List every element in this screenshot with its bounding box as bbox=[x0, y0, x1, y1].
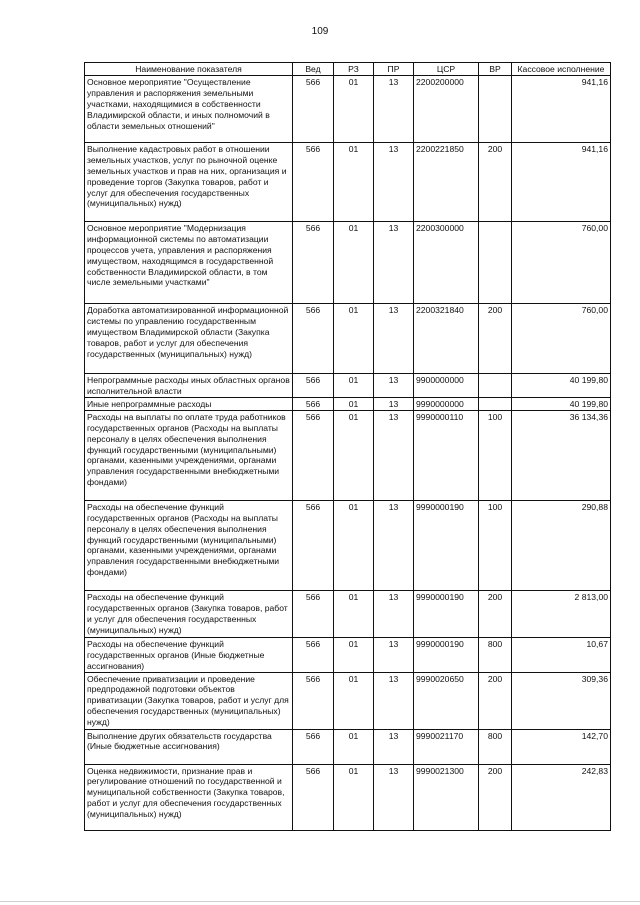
row-amount: 242,83 bbox=[512, 764, 611, 830]
row-pr: 13 bbox=[374, 373, 414, 397]
row-rz: 01 bbox=[334, 672, 374, 729]
row-csr: 9990020650 bbox=[414, 672, 479, 729]
row-amount: 309,36 bbox=[512, 672, 611, 729]
row-amount: 142,70 bbox=[512, 729, 611, 764]
row-pr: 13 bbox=[374, 410, 414, 500]
page-bottom-edge bbox=[0, 901, 640, 902]
row-vr: 200 bbox=[479, 303, 512, 373]
row-csr: 2200221850 bbox=[414, 142, 479, 221]
row-name: Расходы на обеспечение функций государственных органов (Иные бюджетные ассигнования) bbox=[85, 637, 293, 672]
row-name: Расходы на обеспечение функций государственных органов (Расходы на выплаты персоналу в целях обеспечения выполнения функций государственными (муниципальными) органами, казенными учреждениями, органами управления государственными внебюджетными фондами) bbox=[85, 500, 293, 590]
row-name: Обеспечение приватизации и проведение предпродажной подготовки объектов приватизации (Закупка товаров, работ и услуг для обеспечения государственных (муниципальных) нужд) bbox=[85, 672, 293, 729]
table-row bbox=[85, 764, 611, 830]
page-number: 109 bbox=[311, 26, 329, 37]
table-row bbox=[85, 397, 611, 410]
row-vr bbox=[479, 75, 512, 142]
row-name: Иные непрограммные расходы bbox=[85, 397, 293, 410]
header-ved: Вед bbox=[293, 63, 334, 76]
table-row bbox=[85, 672, 611, 729]
row-vr: 200 bbox=[479, 764, 512, 830]
row-rz: 01 bbox=[334, 221, 374, 303]
table-row bbox=[85, 729, 611, 764]
row-pr: 13 bbox=[374, 500, 414, 590]
row-pr: 13 bbox=[374, 672, 414, 729]
row-name: Расходы на обеспечение функций государственных органов (Закупка товаров, работ и услуг для обеспечения государственных (муниципальных) нужд) bbox=[85, 590, 293, 637]
row-rz: 01 bbox=[334, 729, 374, 764]
table-row bbox=[85, 590, 611, 637]
header-name: Наименование показателя bbox=[85, 63, 293, 76]
row-ved: 566 bbox=[293, 397, 334, 410]
table-row bbox=[85, 221, 611, 303]
row-csr: 9990021170 bbox=[414, 729, 479, 764]
row-rz: 01 bbox=[334, 142, 374, 221]
row-amount: 40 199,80 bbox=[512, 397, 611, 410]
row-name: Оценка недвижимости, признание прав и регулирование отношений по государственной и муниципальной собственности (Закупка товаров, работ и услуг для обеспечения государственных (муниципальных) нужд) bbox=[85, 764, 293, 830]
table-row bbox=[85, 500, 611, 590]
row-csr: 9900000000 bbox=[414, 373, 479, 397]
row-name: Основное мероприятие "Модернизация информационной системы по автоматизации процессов учета, управления и распоряжения имуществом, находящимся в государственной собственности Владимирской области, в том числе земельными участками" bbox=[85, 221, 293, 303]
header-pr: ПР bbox=[374, 63, 414, 76]
row-rz: 01 bbox=[334, 397, 374, 410]
row-ved: 566 bbox=[293, 672, 334, 729]
row-ved: 566 bbox=[293, 729, 334, 764]
row-name: Непрограммные расходы иных областных органов исполнительной власти bbox=[85, 373, 293, 397]
row-vr: 800 bbox=[479, 729, 512, 764]
row-pr: 13 bbox=[374, 142, 414, 221]
table-row bbox=[85, 303, 611, 373]
row-vr bbox=[479, 373, 512, 397]
row-rz: 01 bbox=[334, 75, 374, 142]
row-pr: 13 bbox=[374, 221, 414, 303]
table-row bbox=[85, 142, 611, 221]
row-csr: 2200300000 bbox=[414, 221, 479, 303]
budget-execution-table bbox=[84, 62, 611, 831]
row-ved: 566 bbox=[293, 75, 334, 142]
row-amount: 760,00 bbox=[512, 303, 611, 373]
row-amount: 36 134,36 bbox=[512, 410, 611, 500]
row-rz: 01 bbox=[334, 373, 374, 397]
table-row bbox=[85, 75, 611, 142]
row-csr: 9990000190 bbox=[414, 590, 479, 637]
row-rz: 01 bbox=[334, 410, 374, 500]
header-amount: Кассовое исполнение bbox=[512, 63, 611, 76]
row-csr: 9990000190 bbox=[414, 637, 479, 672]
row-pr: 13 bbox=[374, 303, 414, 373]
header-rz: РЗ bbox=[334, 63, 374, 76]
row-pr: 13 bbox=[374, 729, 414, 764]
row-rz: 01 bbox=[334, 500, 374, 590]
row-csr: 9990000000 bbox=[414, 397, 479, 410]
row-rz: 01 bbox=[334, 764, 374, 830]
row-name: Расходы на выплаты по оплате труда работников государственных органов (Расходы на выплаты персоналу в целях обеспечения выполнения функций государственными (муниципальными) органами, казенными учреждениями, органами управления государственными внебюджетными фондами) bbox=[85, 410, 293, 500]
row-ved: 566 bbox=[293, 142, 334, 221]
row-amount: 40 199,80 bbox=[512, 373, 611, 397]
row-csr: 2200321840 bbox=[414, 303, 479, 373]
row-vr: 200 bbox=[479, 672, 512, 729]
row-ved: 566 bbox=[293, 764, 334, 830]
row-ved: 566 bbox=[293, 303, 334, 373]
row-pr: 13 bbox=[374, 590, 414, 637]
row-pr: 13 bbox=[374, 75, 414, 142]
row-pr: 13 bbox=[374, 397, 414, 410]
row-vr: 200 bbox=[479, 590, 512, 637]
row-vr: 800 bbox=[479, 637, 512, 672]
header-vr: ВР bbox=[479, 63, 512, 76]
row-name: Основное мероприятие "Осуществление управления и распоряжения земельными участками, находящимися в собственности Владимирской области, и иных полномочий в области земельных отношений" bbox=[85, 75, 293, 142]
row-vr bbox=[479, 221, 512, 303]
row-amount: 290,88 bbox=[512, 500, 611, 590]
row-amount: 941,16 bbox=[512, 75, 611, 142]
row-pr: 13 bbox=[374, 764, 414, 830]
row-amount: 941,16 bbox=[512, 142, 611, 221]
row-name: Выполнение других обязательств государства (Иные бюджетные ассигнования) bbox=[85, 729, 293, 764]
row-vr: 100 bbox=[479, 410, 512, 500]
row-ved: 566 bbox=[293, 410, 334, 500]
table-row bbox=[85, 637, 611, 672]
row-amount: 10,67 bbox=[512, 637, 611, 672]
row-ved: 566 bbox=[293, 221, 334, 303]
row-vr: 200 bbox=[479, 142, 512, 221]
row-ved: 566 bbox=[293, 373, 334, 397]
header-csr: ЦСР bbox=[414, 63, 479, 76]
table-row bbox=[85, 410, 611, 500]
row-ved: 566 bbox=[293, 590, 334, 637]
row-amount: 760,00 bbox=[512, 221, 611, 303]
row-rz: 01 bbox=[334, 590, 374, 637]
row-csr: 9990000190 bbox=[414, 500, 479, 590]
row-ved: 566 bbox=[293, 637, 334, 672]
table-header-row bbox=[85, 63, 611, 76]
table-row bbox=[85, 373, 611, 397]
row-vr bbox=[479, 397, 512, 410]
row-csr: 9990000110 bbox=[414, 410, 479, 500]
row-name: Доработка автоматизированной информационной системы по управлению государственным имуществом Владимирской области (Закупка товаров, работ и услуг для обеспечения государственных (муниципальных) нужд) bbox=[85, 303, 293, 373]
row-name: Выполнение кадастровых работ в отношении земельных участков, услуг по рыночной оценке земельных участков и прав на них, организация и проведение торгов (Закупка товаров, работ и услуг для обеспечения государственных (муниципальных) нужд) bbox=[85, 142, 293, 221]
row-rz: 01 bbox=[334, 303, 374, 373]
row-amount: 2 813,00 bbox=[512, 590, 611, 637]
row-csr: 9990021300 bbox=[414, 764, 479, 830]
row-rz: 01 bbox=[334, 637, 374, 672]
row-pr: 13 bbox=[374, 637, 414, 672]
row-ved: 566 bbox=[293, 500, 334, 590]
row-vr: 100 bbox=[479, 500, 512, 590]
row-csr: 2200200000 bbox=[414, 75, 479, 142]
